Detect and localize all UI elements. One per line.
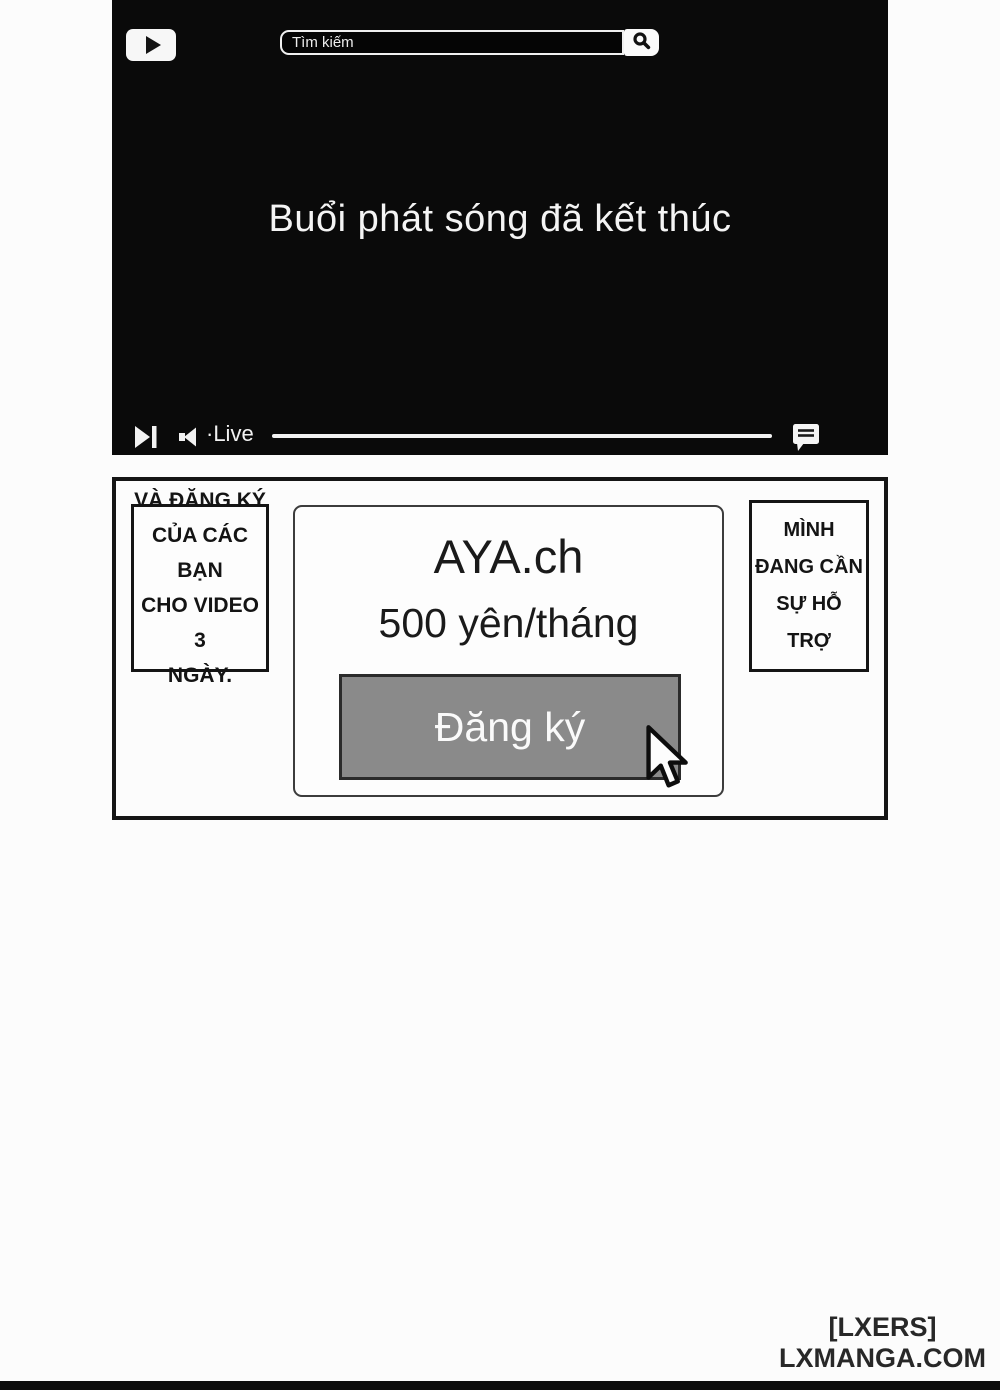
speech-right-line: ĐANG CẦN bbox=[755, 556, 863, 578]
skip-next-icon bbox=[133, 423, 159, 451]
subscribe-button[interactable]: Đăng ký bbox=[339, 674, 681, 780]
speech-box-right bbox=[749, 500, 869, 672]
broadcast-ended-message: Buổi phát sóng đã kết thúc bbox=[268, 198, 732, 240]
volume-button[interactable] bbox=[178, 425, 202, 454]
seek-bar[interactable] bbox=[272, 434, 772, 438]
play-logo-button[interactable] bbox=[126, 29, 176, 61]
player-controls bbox=[112, 418, 888, 455]
magnifier-icon bbox=[632, 31, 652, 54]
search-button[interactable] bbox=[624, 29, 659, 56]
channel-name: AYA.ch bbox=[433, 530, 584, 583]
speech-box-left bbox=[131, 489, 269, 687]
speech-right-line: TRỢ bbox=[787, 630, 831, 652]
page-bottom-border bbox=[0, 1381, 1000, 1390]
watermark-site: LXMANGA.COM bbox=[779, 1343, 986, 1373]
skip-next-button[interactable] bbox=[133, 423, 159, 456]
search-bar bbox=[280, 30, 659, 55]
play-icon bbox=[146, 36, 161, 54]
live-indicator: ·Live bbox=[206, 421, 254, 446]
speaker-icon bbox=[178, 425, 202, 449]
search-input[interactable] bbox=[280, 30, 624, 55]
mouse-cursor-icon bbox=[642, 725, 690, 800]
speech-left-line: CỦA CÁC BẠN bbox=[151, 524, 249, 582]
comment-icon bbox=[791, 422, 821, 452]
speech-left-line: VÀ ĐĂNG KÝ bbox=[134, 489, 266, 512]
speech-right-line: MÌNH bbox=[783, 519, 835, 541]
watermark-group: [LXERS] bbox=[828, 1312, 937, 1342]
speech-left-line: NGÀY. bbox=[167, 664, 233, 687]
video-player bbox=[112, 0, 888, 455]
chat-toggle-button[interactable] bbox=[791, 422, 821, 457]
speech-left-line: CHO VIDEO 3 bbox=[141, 594, 259, 652]
subscription-panel bbox=[112, 477, 888, 820]
speech-right-line: SỰ HỖ bbox=[776, 593, 842, 615]
watermark bbox=[779, 1312, 986, 1374]
channel-subscribe-card bbox=[293, 505, 724, 797]
subscription-price: 500 yên/tháng bbox=[378, 600, 639, 646]
